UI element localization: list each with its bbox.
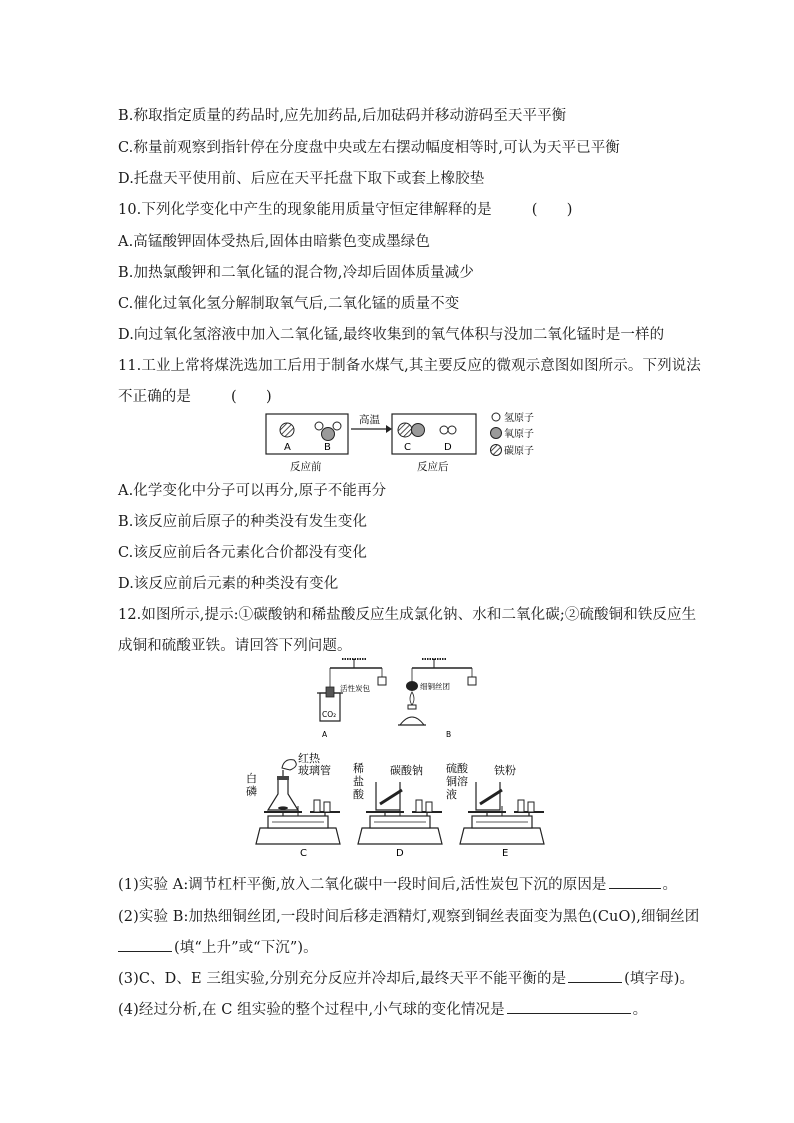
q10-option-c: C.催化过氧化氢分解制取氧气后,二氧化锰的质量不变 [118, 296, 460, 312]
experiment-b [398, 659, 476, 739]
q9-option-b: B.称取指定质量的药品时,应先加药品,后加砝码并移动游码至天平平衡 [118, 108, 567, 124]
flask [268, 778, 298, 810]
balance-base [460, 828, 544, 844]
label-a: A [322, 730, 328, 739]
copper-wire-ball [406, 681, 418, 691]
arrow-label: 高温 [359, 414, 380, 426]
sodium-carbonate-label: 碳酸钠 [390, 764, 423, 777]
reaction-diagram [262, 408, 552, 478]
balance-base [256, 828, 340, 844]
weight [426, 802, 432, 812]
carbon-atom [280, 423, 294, 437]
label-e: E [502, 848, 509, 859]
answer-blank-2[interactable] [118, 937, 172, 952]
before-caption: 反应前 [290, 461, 322, 473]
weight [468, 677, 476, 685]
q11-answer-paren: ( ) [231, 389, 272, 405]
legend-oxygen: 氧原子 [504, 429, 534, 440]
flame-icon [410, 692, 414, 705]
answer-blank-1[interactable] [609, 874, 661, 889]
label-c: C [404, 442, 411, 453]
lever-experiments-ab [300, 655, 500, 745]
after-caption: 反应后 [417, 461, 449, 473]
q11-text: 不正确的是 [118, 389, 191, 405]
q11-option-a: A.化学变化中分子可以再分,原子不能再分 [118, 483, 387, 499]
label-c: C [300, 848, 307, 859]
q12-part4 [118, 998, 647, 1019]
acid-label-3: 酸 [353, 788, 364, 801]
label-d: D [396, 848, 404, 859]
q10-option-b: B.加热氯酸钾和二氧化锰的混合物,冷却后固体质量减少 [118, 265, 474, 281]
hydrogen-atom [333, 422, 341, 430]
tube-label-2: 玻璃管 [298, 764, 331, 777]
q10-option-d: D.向过氧化氢溶液中加入二氧化锰,最终收集到的氧气体积与没加二氧化锰时是一样的 [118, 327, 665, 343]
q12-stem-line1: 12.如图所示,提示:①碳酸钠和稀盐酸反应生成氯化钠、水和二氧化碳;②硫酸铜和铁反应生 [118, 607, 697, 623]
hydrogen-atom [448, 426, 456, 434]
alcohol-lamp [400, 705, 424, 725]
tube-label-1: 红热 [298, 752, 320, 765]
legend-oxygen-icon [491, 428, 502, 439]
weight [528, 802, 534, 812]
solution-label-2: 铜溶 [446, 775, 468, 788]
legend-hydrogen-icon [492, 413, 500, 421]
weight [416, 800, 422, 812]
balance [256, 800, 340, 844]
part2-text: (填“上升”或“下沉”)。 [174, 940, 318, 956]
q12-part2-line1: (2)实验 B:加热细铜丝团,一段时间后移走酒精灯,观察到铜丝表面变为黑色(CuO),细铜丝团 [118, 909, 700, 925]
q11-option-d: D.该反应前后元素的种类没有变化 [118, 576, 339, 592]
q12-part1 [118, 873, 677, 894]
charcoal-bag-label: 活性炭包 [340, 684, 370, 693]
q10-text: 10.下列化学变化中产生的现象能用质量守恒定律解释的是 [118, 202, 492, 218]
q10-stem [118, 198, 572, 219]
part3-end: (填字母)。 [624, 971, 695, 987]
beaker [476, 782, 500, 810]
weight [314, 800, 320, 812]
solution-label-1: 硫酸 [446, 762, 468, 775]
part3-text: (3)C、D、E 三组实验,分别充分反应并冷却后,最终天平不能平衡的是 [118, 971, 567, 987]
beaker [376, 782, 400, 810]
q12-part2-line2 [118, 936, 318, 957]
co2-label: CO₂ [322, 710, 337, 719]
q9-option-c: C.称量前观察到指针停在分度盘中央或左右摆动幅度相等时,可认为天平已平衡 [118, 140, 620, 156]
q10-option-a: A.高锰酸钾固体受热后,固体由暗紫色变成墨绿色 [118, 234, 430, 250]
q11-option-c: C.该反应前后各元素化合价都没有变化 [118, 545, 367, 561]
answer-blank-4[interactable] [507, 999, 631, 1014]
before-box [266, 414, 348, 454]
hydrogen-atom [440, 426, 448, 434]
carbon-atom [398, 423, 412, 437]
weight [324, 802, 330, 812]
balance [460, 800, 544, 844]
solution-label-3: 液 [446, 788, 457, 801]
weight [518, 800, 524, 812]
acid-label-1: 稀 [353, 762, 364, 775]
part1-text: (1)实验 A:调节杠杆平衡,放入二氧化碳中一段时间后,活性炭包下沉的原因是 [118, 877, 607, 893]
q12-part3 [118, 967, 694, 988]
weight [378, 677, 386, 685]
answer-blank-3[interactable] [568, 968, 622, 983]
part1-end: 。 [662, 877, 678, 893]
oxygen-atom [322, 428, 335, 441]
oxygen-atom [412, 424, 425, 437]
balance-base [358, 828, 442, 844]
experiment-a [317, 659, 386, 739]
q11-stem-line2 [118, 385, 272, 406]
q12-stem-line2: 成铜和硫酸亚铁。请回答下列问题。 [118, 638, 352, 654]
q11-stem-line1: 11.工业上常将煤洗选加工后用于制备水煤气,其主要反应的微观示意图如图所示。下列说法 [118, 358, 701, 374]
q10-answer-paren: ( ) [531, 202, 573, 218]
label-b: B [446, 730, 452, 739]
phosphorus-label-2: 磷 [246, 785, 257, 798]
legend-carbon-icon [491, 445, 502, 456]
copper-wire-label: 细铜丝团 [420, 682, 450, 691]
part4-text: (4)经过分析,在 C 组实验的整个过程中,小气球的变化情况是 [118, 1002, 505, 1018]
iron-powder-label: 铁粉 [494, 764, 516, 777]
acid-label-2: 盐 [353, 775, 364, 788]
label-a: A [284, 442, 291, 453]
balloon [282, 760, 296, 770]
phosphorus-label-1: 白 [246, 772, 257, 785]
label-d: D [444, 442, 452, 453]
q9-option-d: D.托盘天平使用前、后应在天平托盘下取下或套上橡胶垫 [118, 171, 485, 187]
charcoal-bag [326, 687, 334, 697]
hydrogen-atom [315, 422, 323, 430]
balance-experiments-cde [240, 752, 560, 862]
q11-option-b: B.该反应前后原子的种类没有发生变化 [118, 514, 368, 530]
part4-end: 。 [632, 1002, 648, 1018]
label-b: B [324, 442, 331, 453]
legend-carbon: 碳原子 [504, 446, 534, 457]
legend-hydrogen: 氢原子 [504, 413, 534, 424]
